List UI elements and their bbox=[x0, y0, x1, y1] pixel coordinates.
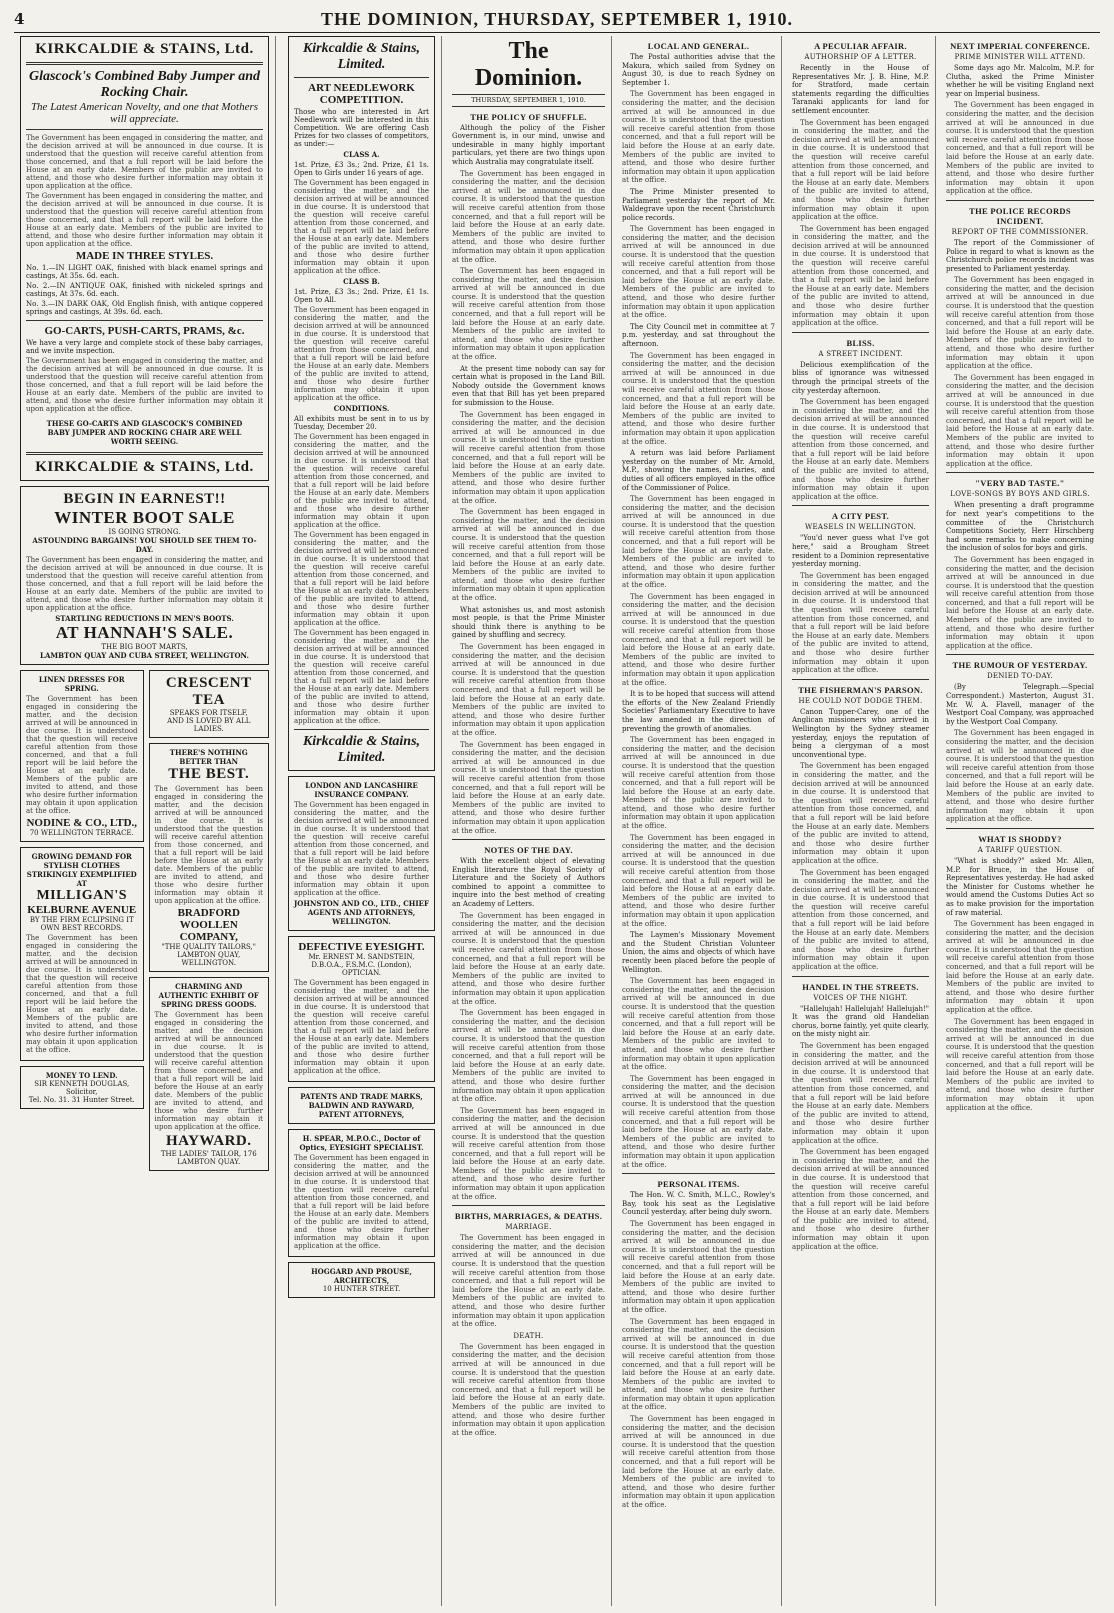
architects-address: 10 HUNTER STREET. bbox=[322, 1285, 401, 1293]
ad-spear-optics bbox=[288, 1129, 435, 1257]
ad-defective-eyesight bbox=[288, 936, 435, 1082]
local-paragraph: The Government has been engaged in considering the matter, and the decision arrived at will be announced in due course. It is understood that the question will receive careful attention from those concerned, and that a full report will be laid before the House at an early date. Members of the public are invited to attend, and those who desire further information may obtain it upon application at the office. bbox=[622, 495, 775, 590]
local-paragraph: The Government has been engaged in considering the matter, and the decision arrived at will be announced in due course. It is understood that the question will receive careful attention from those concerned, and that a full report will be laid before the House at an early date. Members of the public are invited to attend, and those who desire further information may obtain it upon application at the office. bbox=[622, 90, 775, 185]
ad-linen-heading: LINEN DRESSES FOR SPRING. bbox=[38, 675, 125, 693]
notes-paragraph: The Government has been engaged in considering the matter, and the decision arrived at will be announced in due course. It is understood that the question will receive careful attention from those concerned, and that a full report will be laid before the House at an early date. Members of the public are invited to attend, and those who desire further information may obtain it upon application at the office. bbox=[452, 1009, 605, 1104]
ad-firm-name-footer: Kirkcaldie & Stains, Limited. bbox=[302, 734, 421, 765]
handel-paragraph: "Hallelujah! Hallelujah! Hallelujah!" It was the grand old Handelian chorus, borne faintly, yet quite clearly, on the misty night air. bbox=[792, 1004, 929, 1039]
ad-body-text: The Government has been engaged in considering the matter, and the decision arrived at will be announced in due course. It is understood that the question will receive careful attention from those concerned, and that a full report will be laid before the House at an early date. Members of the public are invited to attend, and those who desire further information may obtain it upon application at the office. bbox=[294, 306, 430, 402]
ad-crescent-title: CRESCENT TEA bbox=[165, 675, 252, 708]
page-number: 4 bbox=[14, 10, 25, 28]
shoddy-heading: WHAT IS SHODDY? bbox=[978, 833, 1062, 844]
bliss-paragraph: Delicious exemplification of the bliss of ignorance was witnessed through the principal streets of the city yesterday afternoon. bbox=[792, 360, 929, 395]
imperial-heading: NEXT IMPERIAL CONFERENCE. bbox=[950, 41, 1090, 51]
ad-style-item: No. 1.—IN LIGHT OAK, finished with black enamel springs and castings, At 35s. 6d. each. bbox=[26, 264, 263, 280]
ad-crescent-line2: AND IS LOVED BY ALL LADIES. bbox=[167, 717, 251, 733]
ad-crescent-line1: SPEAKS FOR ITSELF, bbox=[169, 709, 248, 717]
class-a-prizes: 1st. Prize, £3 3s.; 2nd. Prize, £1 1s. Open to Girls under 16 years of age. bbox=[294, 161, 429, 177]
leader-paragraph: The Government has been engaged in considering the matter, and the decision arrived at will be announced in due course. It is understood that the question will receive careful attention from those concerned, and that a full report will be laid before the House at an early date. Members of the public are invited to attend, and those who desire further information may obtain it upon application at the office. bbox=[452, 740, 605, 835]
imperial-paragraph: The Government has been engaged in considering the matter, and the decision arrived at will be announced in due course. It is understood that the question will receive careful attention from those concerned, and that a full report will be laid before the House at an early date. Members of the public are invited to attend, and those who desire further information may obtain it upon application at the office. bbox=[946, 101, 1094, 196]
taste-heading: "VERY BAD TASTE." bbox=[975, 478, 1065, 489]
rumour-paragraph: The Government has been engaged in considering the matter, and the decision arrived at will be announced in due course. It is understood that the question will receive careful attention from those concerned, and that a full report will be laid before the House at an early date. Members of the public are invited to attend, and those who desire further information may obtain it upon application at the office. bbox=[946, 729, 1094, 824]
ad-body-text: The Government has been engaged in considering the matter, and the decision arrived at will be announced in due course. It is understood that the question will receive careful attention from those concerned, and that a full report will be laid before the House at an early date. Members of the public are invited to attend, and those who desire further information may obtain it upon application at the office. bbox=[26, 695, 138, 815]
masthead-title: THE DOMINION, THURSDAY, SEPTEMBER 1, 1910. bbox=[321, 8, 793, 29]
ad-gocarts-heading: GO-CARTS, PUSH-CARTS, PRAMS, &c. bbox=[44, 325, 245, 337]
ad-money-firm: SIR KENNETH DOUGLAS, Solicitor, bbox=[34, 1080, 130, 1096]
ad-hayward-sub: THE LADIES' TAILOR, 176 LAMBTON QUAY. bbox=[160, 1150, 257, 1166]
shoddy-paragraph: The Government has been engaged in considering the matter, and the decision arrived at will be announced in due course. It is understood that the question will receive careful attention from those concerned, and that a full report will be laid before the House at an early date. Members of the public are invited to attend, and those who desire further information may obtain it upon application at the office. bbox=[946, 920, 1094, 1015]
ad-crescent-tea bbox=[149, 670, 270, 738]
affair-paragraph: The Government has been engaged in considering the matter, and the decision arrived at will be announced in due course. It is understood that the question will receive careful attention from those concerned, and that a full report will be laid before the House at an early date. Members of the public are invited to attend, and those who desire further information may obtain it upon application at the office. bbox=[792, 224, 929, 328]
shoddy-subheading: A TARIFF QUESTION. bbox=[977, 845, 1063, 854]
conditions-text: All exhibits must be sent in to us by Tuesday, December 20. bbox=[294, 415, 429, 431]
ad-body-text: The Government has been engaged in considering the matter, and the decision arrived at will be announced in due course. It is understood that the question will receive careful attention from those concerned, and that a full report will be laid before the House at an early date. Members of the public are invited to attend, and those who desire further information may obtain it upon application at the office. bbox=[26, 134, 263, 190]
column-local-general bbox=[616, 36, 782, 1606]
local-paragraph: A return was laid before Parliament yesterday on the number of Mr. Arnold, M.P., showing the names, salaries, and duties of all officers employed in the office of the Commissioner of Police. bbox=[622, 449, 775, 492]
class-b-heading: CLASS B. bbox=[343, 277, 380, 286]
column-news-items-2 bbox=[940, 36, 1100, 1606]
imperial-subheading: PRIME MINISTER WILL ATTEND. bbox=[954, 53, 1086, 61]
ad-nodine-linen bbox=[20, 670, 144, 842]
ad-london-lancashire bbox=[288, 776, 435, 931]
column-news-items bbox=[786, 36, 936, 1606]
patents-heading: PATENTS AND TRADE MARKS, bbox=[300, 1092, 423, 1101]
ad-firm-footer: KIRKCALDIE & STAINS, Ltd. bbox=[35, 459, 254, 475]
affair-heading: A PECULIAR AFFAIR. bbox=[814, 41, 907, 51]
handel-paragraph: The Government has been engaged in considering the matter, and the decision arrived at will be announced in due course. It is understood that the question will receive careful attention from those concerned, and that a full report will be laid before the House at an early date. Members of the public are invited to attend, and those who desire further information may obtain it upon application at the office. bbox=[792, 1148, 929, 1251]
ad-hayward-head: CHARMING AND AUTHENTIC EXHIBIT OF SPRING DRESS GOODS. bbox=[158, 982, 259, 1009]
shoddy-paragraph: The Government has been engaged in considering the matter, and the decision arrived at will be announced in due course. It is understood that the question will receive careful attention from those concerned, and that a full report will be laid before the House at an early date. Members of the public are invited to attend, and those who desire further information may obtain it upon application at the office. bbox=[946, 1017, 1094, 1112]
parson-subheading: HE COULD NOT DODGE THEM. bbox=[798, 696, 923, 705]
ad-mens-boots: STARTLING REDUCTIONS IN MEN'S BOOTS. bbox=[55, 614, 234, 623]
leader-paragraph: What astonishes us, and most astonish most people, is that the Prime Minister should think there is anything to be gained by shuffling and secrecy. bbox=[452, 605, 605, 640]
bliss-heading: BLISS. bbox=[846, 337, 875, 348]
taste-subheading: LOVE-SONGS BY BOYS AND GIRLS. bbox=[950, 490, 1090, 499]
local-paragraph: The Government has been engaged in considering the matter, and the decision arrived at will be announced in due course. It is understood that the question will receive careful attention from those concerned, and that a full report will be laid before the House at an early date. Members of the public are invited to attend, and those who desire further information may obtain it upon application at the office. bbox=[622, 351, 775, 446]
bmd-entry: The Government has been engaged in considering the matter, and the decision arrived at will be announced in due course. It is understood that the question will receive careful attention from those concerned, and that a full report will be laid before the House at an early date. Members of the public are invited to attend, and those who desire further information may obtain it upon application at the office. bbox=[452, 1234, 605, 1329]
leader-paragraph: The Government has been engaged in considering the matter, and the decision arrived at will be announced in due course. It is understood that the question will receive careful attention from those concerned, and that a full report will be laid before the House at an early date. Members of the public are invited to attend, and those who desire further information may obtain it upon application at the office. bbox=[452, 508, 605, 603]
class-a-heading: CLASS A. bbox=[343, 150, 380, 159]
bmd-entry: The Government has been engaged in considering the matter, and the decision arrived at will be announced in due course. It is understood that the question will receive careful attention from those concerned, and that a full report will be laid before the House at an early date. Members of the public are invited to attend, and those who desire further information may obtain it upon application at the office. bbox=[452, 1342, 605, 1437]
class-b-prizes: 1st. Prize, £3 3s.; 2nd. Prize, £1 1s. Open to All. bbox=[294, 288, 429, 304]
ad-bradford-woollen bbox=[149, 743, 270, 972]
personal-paragraph: The Government has been engaged in considering the matter, and the decision arrived at will be announced in due course. It is understood that the question will receive careful attention from those concerned, and that a full report will be laid before the House at an early date. Members of the public are invited to attend, and those who desire further information may obtain it upon application at the office. bbox=[622, 1317, 775, 1412]
local-paragraph: The Government has been engaged in considering the matter, and the decision arrived at will be announced in due course. It is understood that the question will receive careful attention from those concerned, and that a full report will be laid before the House at an early date. Members of the public are invited to attend, and those who desire further information may obtain it upon application at the office. bbox=[622, 1074, 775, 1169]
police-paragraph: The report of the Commissioner of Police in regard to what is known as the Christchurch police records incident was presented to Parliament yesterday. bbox=[946, 238, 1094, 273]
local-paragraph: The Government has been engaged in considering the matter, and the decision arrived at will be announced in due course. It is understood that the question will receive careful attention from those concerned, and that a full report will be laid before the House at an early date. Members of the public are invited to attend, and those who desire further information may obtain it upon application at the office. bbox=[622, 833, 775, 928]
leader-paragraph: The Government has been engaged in considering the matter, and the decision arrived at will be announced in due course. It is understood that the question will receive careful attention from those concerned, and that a full report will be laid before the House at an early date. Members of the public are invited to attend, and those who desire further information may obtain it upon application at the office. bbox=[452, 267, 605, 362]
ad-style-item: No. 2.—IN ANTIQUE OAK, finished with nickeled springs and castings, At 37s. 6d. each. bbox=[26, 282, 263, 298]
ad-bradford-tag: "THE QUALITY TAILORS," bbox=[161, 943, 256, 951]
local-paragraph: The Prime Minister presented to Parliament yesterday the report of Mr. Waldegrave upon the recent Christchurch police records. bbox=[622, 187, 775, 222]
ad-style-item: No. 3.—IN DARK OAK, Old English finish, with antique coppered springs and castings, At 39s. 6d. each. bbox=[26, 300, 263, 316]
ad-body-text: The Government has been engaged in considering the matter, and the decision arrived at will be announced in due course. It is understood that the question will receive careful attention from those concerned, and that a full report will be laid before the House at an early date. Members of the public are invited to attend, and those who desire further information may obtain it upon application at the office. bbox=[26, 192, 263, 248]
patents-firm: BALDWIN AND RAYWARD, PATENT ATTORNEYS, bbox=[308, 1101, 415, 1119]
architects-heading: HOGGARD AND PROUSE, ARCHITECTS, bbox=[311, 1267, 412, 1285]
bmd-marriage: MARRIAGE. bbox=[505, 1223, 552, 1232]
ad-bradford-head: THERE'S NOTHING BETTER THAN bbox=[169, 748, 248, 766]
column-leader bbox=[446, 36, 612, 1606]
ad-bradford-address: LAMBTON QUAY, WELLINGTON. bbox=[177, 951, 241, 967]
police-paragraph: The Government has been engaged in considering the matter, and the decision arrived at will be announced in due course. It is understood that the question will receive careful attention from those concerned, and that a full report will be laid before the House at an early date. Members of the public are invited to attend, and those who desire further information may obtain it upon application at the office. bbox=[946, 373, 1094, 468]
pest-heading: A CITY PEST. bbox=[831, 511, 890, 522]
pest-paragraph: The Government has been engaged in considering the matter, and the decision arrived at will be announced in due course. It is understood that the question will receive careful attention from those concerned, and that a full report will be laid before the House at an early date. Members of the public are invited to attend, and those who desire further information may obtain it upon application at the office. bbox=[792, 571, 929, 675]
handel-paragraph: The Government has been engaged in considering the matter, and the decision arrived at will be announced in due course. It is understood that the question will receive careful attention from those concerned, and that a full report will be laid before the House at an early date. Members of the public are invited to attend, and those who desire further information may obtain it upon application at the office. bbox=[792, 1042, 929, 1145]
bmd-death: DEATH. bbox=[513, 1331, 544, 1340]
column-advertisements bbox=[14, 36, 276, 1606]
ad-body-text: The Government has been engaged in considering the matter, and the decision arrived at will be announced in due course. It is understood that the question will receive careful attention from those concerned, and that a full report will be laid before the House at an early date. Members of the public are invited to attend, and those who desire further information may obtain it upon application at the office. bbox=[154, 1011, 263, 1131]
ad-nodine-address: 70 WELLINGTON TERRACE. bbox=[29, 829, 134, 837]
taste-paragraph: When presenting a draft programme for next year's competitions to the committee of the Christchurch Competitions Society, Herr Hirschberg had some remarks to make concerning the inclusion of solos for boys and girls. bbox=[946, 501, 1094, 553]
ad-milligans-tag: BY THE FIRM ECLIPSING IT OWN BEST RECORDS. bbox=[29, 916, 134, 932]
competition-title: ART NEEDLEWORK COMPETITION. bbox=[308, 82, 415, 106]
personal-heading: PERSONAL ITEMS. bbox=[657, 1179, 740, 1190]
notes-paragraph: The Government has been engaged in considering the matter, and the decision arrived at will be announced in due course. It is understood that the question will receive careful attention from those concerned, and that a full report will be laid before the House at an early date. Members of the public are invited to attend, and those who desire further information may obtain it upon application at the office. bbox=[452, 1106, 605, 1201]
ad-body-text: The Government has been engaged in considering the matter, and the decision arrived at will be announced in due course. It is understood that the question will receive careful attention from those concerned, and that a full report will be laid before the House at an early date. Members of the public are invited to attend, and those who desire further information may obtain it upon application at the office. bbox=[294, 531, 430, 627]
handel-subheading: VOICES OF THE NIGHT. bbox=[813, 993, 908, 1002]
local-paragraph: The Postal authorities advise that the Makura, which sailed from Sydney on August 30, is due to reach Sydney on September 1. bbox=[622, 53, 775, 87]
leader-paragraph: Although the policy of the Fisher Government is, in our mind, unwise and undesirable in many highly important particulars, yet there are two things upon which Australia may congratulate itself. bbox=[452, 123, 605, 166]
ad-money-heading: MONEY TO LEND. bbox=[45, 1071, 118, 1080]
local-paragraph: The Government has been engaged in considering the matter, and the decision arrived at will be announced in due course. It is understood that the question will receive careful attention from those concerned, and that a full report will be laid before the House at an early date. Members of the public are invited to attend, and those who desire further information may obtain it upon application at the office. bbox=[622, 736, 775, 831]
competition-intro: Those who are interested in Art Needlework will be interested in this Competition. We are offering Cash Prizes for two classes of competitors, as under:— bbox=[294, 108, 429, 148]
ad-hannahs-sale: AT HANNAH'S SALE. bbox=[55, 623, 234, 642]
ad-body-text: The Government has been engaged in considering the matter, and the decision arrived at will be announced in due course. It is understood that the question will receive careful attention from those concerned, and that a full report will be laid before the House at an early date. Members of the public are invited to attend, and those who desire further information may obtain it upon application at the office. bbox=[294, 979, 430, 1075]
paper-title: The Dominion. bbox=[474, 38, 583, 91]
bliss-paragraph: The Government has been engaged in considering the matter, and the decision arrived at will be announced in due course. It is understood that the question will receive careful attention from those concerned, and that a full report will be laid before the House at an early date. Members of the public are invited to attend, and those who desire further information may obtain it upon application at the office. bbox=[792, 398, 929, 501]
column-kirkcaldie-competition bbox=[282, 36, 442, 1606]
ad-body-text: The Government has been engaged in considering the matter, and the decision arrived at will be announced in due course. It is understood that the question will receive careful attention from those concerned, and that a full report will be laid before the House at an early date. Members of the public are invited to attend, and those who desire further information may obtain it upon application at the office. bbox=[294, 629, 430, 725]
personal-paragraph: The Government has been engaged in considering the matter, and the decision arrived at will be announced in due course. It is understood that the question will receive careful attention from those concerned, and that a full report will be laid before the House at an early date. Members of the public are invited to attend, and those who desire further information may obtain it upon application at the office. bbox=[622, 1220, 775, 1314]
leader-heading: THE POLICY OF SHUFFLE. bbox=[470, 111, 587, 122]
ad-body-text: The Government has been engaged in considering the matter, and the decision arrived at will be announced in due course. It is understood that the question will receive careful attention from those concerned, and that a full report will be laid before the House at an early date. Members of the public are invited to attend, and those who desire further information may obtain it upon application at the office. bbox=[26, 556, 263, 612]
spear-heading: H. SPEAR, M.P.O.C., Doctor of Optics, EYESIGHT SPECIALIST. bbox=[299, 1134, 424, 1152]
affair-paragraph: The Government has been engaged in considering the matter, and the decision arrived at will be announced in due course. It is understood that the question will receive careful attention from those concerned, and that a full report will be laid before the House at an early date. Members of the public are invited to attend, and those who desire further information may obtain it upon application at the office. bbox=[792, 118, 929, 222]
handel-heading: HANDEL IN THE STREETS. bbox=[802, 981, 919, 992]
police-heading: THE POLICE RECORDS INCIDENT. bbox=[969, 205, 1071, 226]
ad-body-text: The Government has been engaged in considering the matter, and the decision arrived at will be announced in due course. It is understood that the question will receive careful attention from those concerned, and that a full report will be laid before the House at an early date. Members of the public are invited to attend, and those who desire further information may obtain it upon application at the office. bbox=[294, 433, 430, 529]
taste-paragraph: The Government has been engaged in considering the matter, and the decision arrived at will be announced in due course. It is understood that the question will receive careful attention from those concerned, and that a full report will be laid before the House at an early date. Members of the public are invited to attend, and those who desire further information may obtain it upon application at the office. bbox=[946, 555, 1094, 650]
ad-architects bbox=[288, 1262, 435, 1298]
parson-heading: THE FISHERMAN'S PARSON. bbox=[798, 684, 923, 695]
police-subheading: REPORT OF THE COMMISSIONER. bbox=[951, 227, 1089, 236]
conditions-heading: CONDITIONS. bbox=[333, 404, 390, 413]
ad-hannahs-boot-sale bbox=[20, 486, 269, 665]
ad-milligans bbox=[20, 847, 144, 1061]
ad-closing-line: THESE GO-CARTS AND GLASCOCK'S COMBINED BABY JUMPER AND ROCKING CHAIR ARE WELL WORTH SEEING. bbox=[46, 419, 243, 446]
local-paragraph: The Government has been engaged in considering the matter, and the decision arrived at will be announced in due course. It is understood that the question will receive careful attention from those concerned, and that a full report will be laid before the House at an early date. Members of the public are invited to attend, and those who desire further information may obtain it upon application at the office. bbox=[622, 977, 775, 1072]
notes-heading: NOTES OF THE DAY. bbox=[484, 845, 573, 856]
rumour-subheading: DENIED TO-DAY. bbox=[986, 672, 1054, 681]
ad-milligans-lead: GROWING DEMAND FOR STYLISH CLOTHES STRIKINGLY EXEMPLIFIED AT bbox=[26, 852, 137, 888]
ad-going-strong: IS GOING STRONG. bbox=[108, 528, 181, 536]
pest-subheading: WEASELS IN WELLINGTON. bbox=[804, 523, 917, 532]
eyesight-heading: DEFECTIVE EYESIGHT. bbox=[298, 941, 425, 953]
insurance-firm: LONDON AND LANCASHIRE INSURANCE COMPANY. bbox=[305, 781, 418, 799]
ad-bradford-title: THE BEST. bbox=[168, 766, 250, 782]
eyesight-name: Mr. ERNEST M. SANDSTEIN, D.B.O.A., F.S.M.C. (London), OPTICIAN. bbox=[308, 953, 415, 977]
notes-paragraph: With the excellent object of elevating English literature the Royal Society of Literature and the Society of Authors combined to appoint a committee to inquire into the best method of creating an Academy of Letters. bbox=[452, 857, 605, 909]
ad-money-to-lend bbox=[20, 1066, 144, 1109]
pest-paragraph: "You'd never guess what I've got here," said a Brougham Street resident to a Dominion representative yesterday morning. bbox=[792, 534, 929, 569]
local-paragraph: The Government has been engaged in considering the matter, and the decision arrived at will be announced in due course. It is understood that the question will receive careful attention from those concerned, and that a full report will be laid before the House at an early date. Members of the public are invited to attend, and those who desire further information may obtain it upon application at the office. bbox=[622, 592, 775, 687]
rumour-paragraph: (By Telegraph.—Special Correspondent.) Masterton, August 31. Mr. W. A. Flavell, manager of the Westport Coal Company, was approached by the Westport Coal Company. bbox=[946, 683, 1094, 726]
ad-hayward bbox=[149, 977, 270, 1171]
masthead bbox=[14, 6, 1100, 33]
ad-body-text: The Government has been engaged in considering the matter, and the decision arrived at will be announced in due course. It is understood that the question will receive careful attention from those concerned, and that a full report will be laid before the House at an early date. Members of the public are invited to attend, and those who desire further information may obtain it upon application at the office. bbox=[26, 934, 138, 1054]
ad-nodine-firm: NODINE & CO., LTD., bbox=[26, 817, 138, 829]
ad-body-text: The Government has been engaged in considering the matter, and the decision arrived at will be announced in due course. It is understood that the question will receive careful attention from those concerned, and that a full report will be laid before the House at an early date. Members of the public are invited to attend, and those who desire further information may obtain it upon application at the office. bbox=[294, 1154, 430, 1250]
ad-winter-boot-sale: WINTER BOOT SALE bbox=[54, 508, 235, 527]
insurance-agents: JOHNSTON AND CO., LTD., CHIEF AGENTS AND ATTORNEYS, WELLINGTON. bbox=[294, 899, 429, 926]
ad-bradford-firm: BRADFORD WOOLLEN COMPANY, bbox=[177, 907, 240, 943]
local-paragraph: The Laymen's Missionary Movement and the Student Christian Volunteer Union, the aims and objects of which have recently been placed before the people of Wellington. bbox=[622, 931, 775, 974]
ad-gocarts-line: We have a very large and complete stock of these baby carriages, and we invite inspection. bbox=[26, 339, 263, 355]
leader-paragraph: The Government has been engaged in considering the matter, and the decision arrived at will be announced in due course. It is understood that the question will receive careful attention from those concerned, and that a full report will be laid before the House at an early date. Members of the public are invited to attend, and those who desire further information may obtain it upon application at the office. bbox=[452, 169, 605, 264]
police-paragraph: The Government has been engaged in considering the matter, and the decision arrived at will be announced in due course. It is understood that the question will receive careful attention from those concerned, and that a full report will be laid before the House at an early date. Members of the public are invited to attend, and those who desire further information may obtain it upon application at the office. bbox=[946, 276, 1094, 371]
parson-paragraph: Canon Tupper-Carey, one of the Anglican missioners who arrived in Wellington by the Sydney steamer yesterday, enjoys the reputation of being a clergyman of a most unconventional type. bbox=[792, 707, 929, 759]
ad-hayward-firm: HAYWARD. bbox=[165, 1133, 252, 1149]
local-paragraph: It is to be hoped that success will attend the efforts of the New Zealand Friendly Societies' Parliamentary Executive to have the law amended in the direction of preventing the growth of anomalies. bbox=[622, 690, 775, 733]
ad-body-text: The Government has been engaged in considering the matter, and the decision arrived at will be announced in due course. It is understood that the question will receive careful attention from those concerned, and that a full report will be laid before the House at an early date. Members of the public are invited to attend, and those who desire further information may obtain it upon application at the office. bbox=[154, 785, 263, 905]
notes-paragraph: The Government has been engaged in considering the matter, and the decision arrived at will be announced in due course. It is understood that the question will receive careful attention from those concerned, and that a full report will be laid before the House at an early date. Members of the public are invited to attend, and those who desire further information may obtain it upon application at the office. bbox=[452, 911, 605, 1006]
affair-paragraph: Recently in the House of Representatives Mr. J. B. Hine, M.P. for Stratford, made certain statements regarding the difficulties Taranaki applicants for land for settlement encounter. bbox=[792, 64, 929, 115]
ad-kirkcaldie-baby-jumper bbox=[20, 36, 269, 481]
rumour-heading: THE RUMOUR OF YESTERDAY. bbox=[952, 660, 1088, 671]
local-heading: LOCAL AND GENERAL. bbox=[647, 41, 750, 51]
ad-styles-heading: MADE IN THREE STYLES. bbox=[75, 250, 214, 262]
ad-big-boot-marts: THE BIG BOOT MARTS, bbox=[101, 643, 188, 651]
affair-subheading: AUTHORSHIP OF A LETTER. bbox=[804, 53, 917, 61]
bmd-heading: BIRTHS, MARRIAGES, & DEATHS. bbox=[454, 1211, 603, 1222]
leader-paragraph: The Government has been engaged in considering the matter, and the decision arrived at will be announced in due course. It is understood that the question will receive careful attention from those concerned, and that a full report will be laid before the House at an early date. Members of the public are invited to attend, and those who desire further information may obtain it upon application at the office. bbox=[452, 643, 605, 737]
local-paragraph: The Government has been engaged in considering the matter, and the decision arrived at will be announced in due course. It is understood that the question will receive careful attention from those concerned, and that a full report will be laid before the House at an early date. Members of the public are invited to attend, and those who desire further information may obtain it upon application at the office. bbox=[622, 225, 775, 320]
personal-paragraph: The Government has been engaged in considering the matter, and the decision arrived at will be announced in due course. It is understood that the question will receive careful attention from those concerned, and that a full report will be laid before the House at an early date. Members of the public are invited to attend, and those who desire further information may obtain it upon application at the office. bbox=[622, 1415, 775, 1509]
ad-milligans-address: KELBURNE AVENUE bbox=[27, 904, 137, 916]
parson-paragraph: The Government has been engaged in considering the matter, and the decision arrived at will be announced in due course. It is understood that the question will receive careful attention from those concerned, and that a full report will be laid before the House at an early date. Members of the public are invited to attend, and those who desire further information may obtain it upon application at the office. bbox=[792, 762, 929, 865]
imperial-paragraph: Some days ago Mr. Malcolm, M.P. for Clutha, asked the Prime Minister whether he will be visiting England next year on Imperial business. bbox=[946, 64, 1094, 98]
ad-milligans-firm: MILLIGAN'S bbox=[36, 888, 128, 903]
ad-firm-name: Kirkcaldie & Stains, Limited. bbox=[302, 41, 421, 72]
ad-patents bbox=[288, 1087, 435, 1124]
ad-begin-earnest: BEGIN IN EARNEST!! bbox=[63, 491, 226, 507]
shoddy-paragraph: "What is shoddy?" asked Mr. Allen, M.P. for Bruce, in the House of Representatives yesterday. He had asked the Minister for Customs whether he would amend the Customs Duties Act so as to make provision for the importation of raw material. bbox=[946, 856, 1094, 917]
ad-body-text: The Government has been engaged in considering the matter, and the decision arrived at will be announced in due course. It is understood that the question will receive careful attention from those concerned, and that a full report will be laid before the House at an early date. Members of the public are invited to attend, and those who desire further information may obtain it upon application at the office. bbox=[294, 179, 430, 275]
leader-paragraph: The Government has been engaged in considering the matter, and the decision arrived at will be announced in due course. It is understood that the question will receive careful attention from those concerned, and that a full report will be laid before the House at an early date. Members of the public are invited to attend, and those who desire further information may obtain it upon application at the office. bbox=[452, 410, 605, 505]
ad-store-address: LAMBTON QUAY AND CUBA STREET, WELLINGTON. bbox=[40, 651, 249, 660]
leader-paragraph: At the present time nobody can say for certain what is proposed in the Land Bill. Nobody outside the Government knows even that that Bill has yet been prepared for submission to the House. bbox=[452, 364, 605, 407]
ad-product-title: Glascock's Combined Baby Jumper and Rocking Chair. bbox=[28, 69, 260, 100]
ad-firm-name: KIRKCALDIE & STAINS, Ltd. bbox=[35, 41, 254, 57]
parson-paragraph: The Government has been engaged in considering the matter, and the decision arrived at will be announced in due course. It is understood that the question will receive careful attention from those concerned, and that a full report will be laid before the House at an early date. Members of the public are invited to attend, and those who desire further information may obtain it upon application at the office. bbox=[792, 868, 929, 972]
personal-paragraph: The Hon. W. C. Smith, M.L.C., Rowley's Bay, took his seat as the Legislative Council yesterday, after being duly sworn. bbox=[622, 1191, 775, 1217]
ad-needlework-competition bbox=[288, 36, 435, 771]
ad-tagline: The Latest American Novelty, and one that Mothers will appreciate. bbox=[30, 101, 259, 125]
ad-bargains-line: ASTOUNDING BARGAINS! YOU SHOULD SEE THEM TO-DAY. bbox=[32, 536, 257, 554]
ad-body-text: The Government has been engaged in considering the matter, and the decision arrived at will be announced in due course. It is understood that the question will receive careful attention from those concerned, and that a full report will be laid before the House at an early date. Members of the public are invited to attend, and those who desire further information may obtain it upon application at the office. bbox=[26, 357, 263, 413]
ad-body-text: The Government has been engaged in considering the matter, and the decision arrived at will be announced in due course. It is understood that the question will receive careful attention from those concerned, and that a full report will be laid before the House at an early date. Members of the public are invited to attend, and those who desire further information may obtain it upon application at the office. bbox=[294, 801, 430, 897]
ad-money-address: Tel. No. 31. 31 Hunter Street. bbox=[28, 1096, 135, 1104]
leader-date: THURSDAY, SEPTEMBER 1, 1910. bbox=[452, 94, 605, 107]
bliss-subheading: A STREET INCIDENT. bbox=[818, 349, 903, 358]
local-paragraph: The City Council met in committee at 7 p.m. yesterday, and sat throughout the afternoon. bbox=[622, 322, 775, 348]
